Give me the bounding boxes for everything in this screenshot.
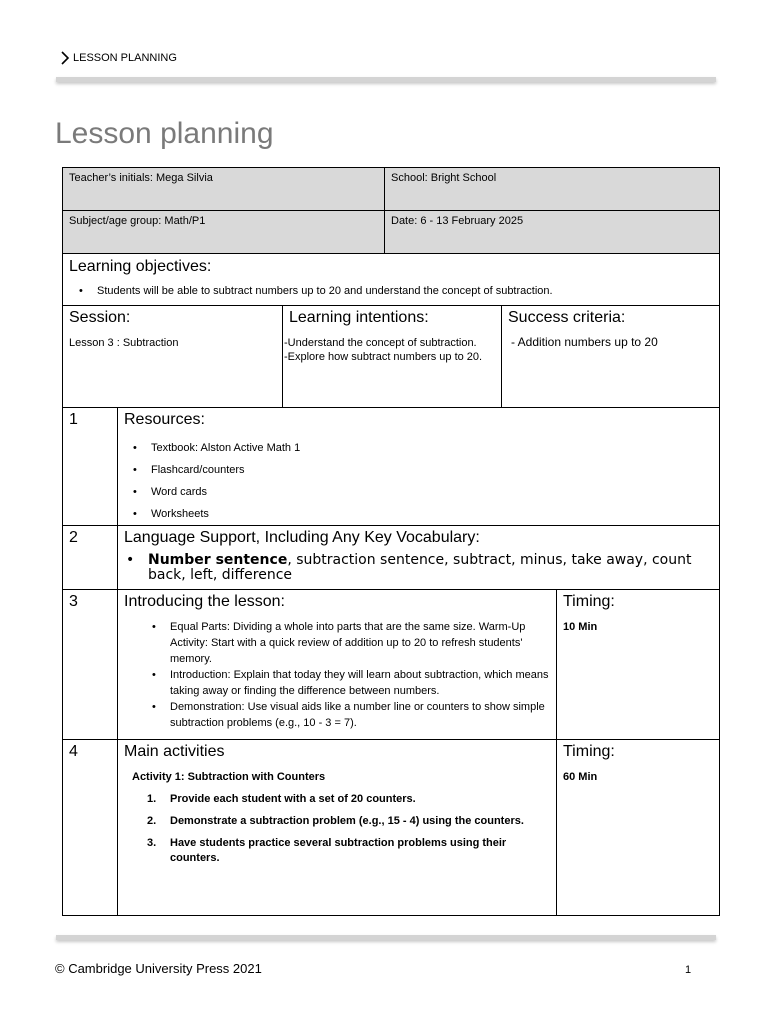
session-heading: Session: — [69, 309, 131, 326]
row-number: 1 — [62, 407, 118, 526]
subject-text: Subject/age group: Math/P1 — [69, 215, 206, 227]
vocab-bold-term: Number sentence — [148, 552, 288, 568]
school-text: School: Bright School — [391, 172, 497, 184]
teacher-cell — [62, 167, 385, 211]
timing-heading: Timing: — [563, 593, 615, 610]
step-text: Demonstrate a subtraction problem (e.g., 15 - 4) using the counters. — [170, 815, 524, 827]
intentions-heading: Learning intentions: — [289, 309, 429, 326]
step-item — [124, 836, 550, 866]
teacher-text: Teacher’s initials: Mega Silvia — [69, 172, 213, 184]
step-item — [124, 792, 550, 806]
language-cell — [117, 525, 720, 590]
timing-value: 10 Min — [563, 621, 598, 633]
list-item: • Equal Parts: Dividing a whole into parts that are the same size. Warm-Up Activity: Start with a quick review of addition up to 20 to refresh students' memory. — [170, 619, 550, 667]
subject-cell — [62, 210, 385, 254]
breadcrumb — [60, 51, 177, 65]
objectives-list — [69, 284, 713, 298]
chevron-right-icon — [60, 51, 71, 65]
intentions-item: -Explore how subtract numbers up to 20. — [284, 351, 483, 363]
list-item: • Introduction: Explain that today they will learn about subtraction, which means taking away or finding the difference between numbers. — [170, 667, 550, 699]
footer-divider — [56, 935, 716, 940]
date-text: Date: 6 - 13 February 2025 — [391, 215, 524, 227]
list-item: • Demonstration: Use visual aids like a number line or counters to show simple subtraction problems (e.g., 10 - 3 = 7). — [170, 699, 550, 731]
intro-heading: Introducing the lesson: — [124, 593, 285, 610]
intentions-cell — [282, 305, 502, 408]
criteria-cell — [501, 305, 720, 408]
objectives-heading: Learning objectives: — [69, 258, 212, 275]
list-item: • Flashcard/counters — [151, 459, 713, 481]
main-heading: Main activities — [124, 743, 225, 760]
session-text: Lesson 3 : Subtraction — [69, 337, 179, 349]
intro-timing-cell — [556, 589, 720, 740]
objectives-cell — [62, 253, 720, 306]
page-title: Lesson planning — [55, 117, 274, 150]
step-number: 3. — [147, 837, 157, 849]
resources-cell — [117, 407, 720, 526]
step-item — [124, 814, 550, 828]
copyright: © Cambridge University Press 2021 — [55, 961, 262, 976]
list-item: • Textbook: Alston Active Math 1 — [151, 437, 713, 459]
date-cell — [384, 210, 720, 254]
row-number: 4 — [62, 739, 118, 916]
vocab-rest: , subtraction sentence, subtract, minus, take away, count back, left, difference — [148, 552, 692, 583]
intro-cell — [117, 589, 557, 740]
activity-title: Activity 1: Subtraction with Counters — [132, 771, 326, 783]
breadcrumb-label: LESSON PLANNING — [73, 52, 177, 64]
step-number: 2. — [147, 815, 157, 827]
page-number: 1 — [685, 964, 692, 976]
step-text: Have students practice several subtraction problems using their counters. — [170, 837, 507, 864]
language-heading: Language Support, Including Any Key Vocabulary: — [124, 529, 480, 546]
list-item: • Students will be able to subtract numbers up to 20 and understand the concept of subtraction. — [97, 284, 713, 298]
timing-heading: Timing: — [563, 743, 615, 760]
main-timing-cell — [556, 739, 720, 916]
header-divider — [56, 77, 716, 82]
resources-heading: Resources: — [124, 411, 205, 428]
main-cell — [117, 739, 557, 916]
intro-list — [124, 619, 550, 731]
timing-value: 60 Min — [563, 771, 598, 783]
criteria-text: - Addition numbers up to 20 — [511, 335, 658, 349]
resources-list — [124, 437, 713, 525]
row-number: 3 — [62, 589, 118, 740]
step-number: 1. — [147, 793, 157, 805]
vocab-item: • Number sentence, subtraction sentence, subtract, minus, take away, count back, left, difference — [126, 552, 692, 583]
list-item: • Worksheets — [151, 503, 713, 525]
session-cell — [62, 305, 283, 408]
step-text: Provide each student with a set of 20 counters. — [170, 793, 416, 805]
criteria-heading: Success criteria: — [508, 309, 626, 326]
list-item: • Word cards — [151, 481, 713, 503]
intentions-item: -Understand the concept of subtraction. — [284, 337, 477, 349]
row-number: 2 — [62, 525, 118, 590]
school-cell — [384, 167, 720, 211]
